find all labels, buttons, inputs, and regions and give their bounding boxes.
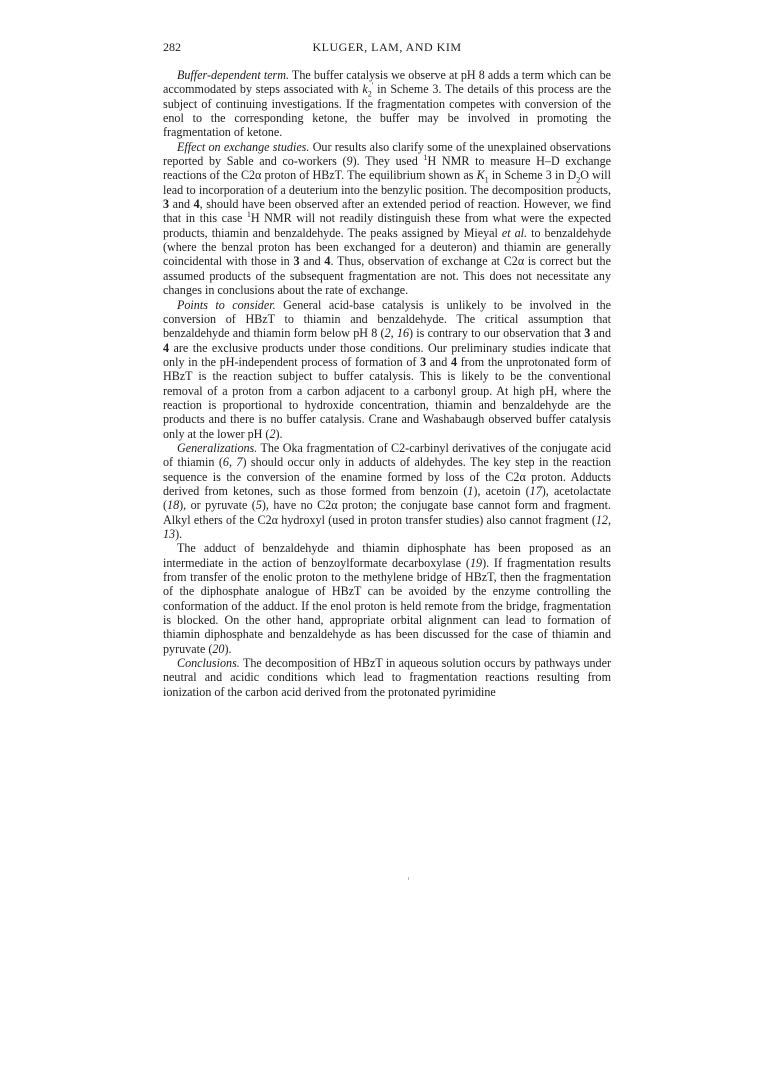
citation: 20	[212, 641, 225, 656]
scan-speck	[408, 877, 409, 880]
citation: 2, 16	[384, 326, 409, 341]
citation: 1	[467, 483, 474, 498]
running-head: KLUGER, LAM, AND KIM	[312, 40, 462, 54]
citation: 19	[469, 555, 483, 570]
paragraph-benzoylformate: The adduct of benzaldehyde and thiamin diphosphate has been proposed as an intermediate in the action of benzoylformate decarboxylase (19). If fragmentation results from transfer of the enolic proton to the methylene bridge of HBzT, then the fragmentation of the diphosphate analogue of HBzT can be avoided by the enzyme controlling the conformation of the adduct. If the enol proton is held remote from the bridge, fragmentation is blocked. On the other hand, appropriate orbital alignment can lead to formation of thiamin diphosphate and benzaldehyde as has been discussed for the case of thiamin and pyruvate (20).	[163, 541, 611, 656]
citation: 5	[255, 498, 262, 513]
citation: 17	[529, 483, 542, 498]
article-body	[163, 68, 611, 699]
citation: 6, 7	[222, 455, 243, 470]
page-number: 282	[163, 40, 181, 54]
citation: 12, 13	[163, 512, 611, 541]
citation: 18	[167, 498, 180, 513]
paragraph-effect-on-exchange: Effect on exchange studies. Our results also clarify some of the unexplained observations reported by Sable and co-workers (9). They used $^1$H NMR to measure H–D exchange reactions of the C2α proton of HBzT. The equilibrium shown as $K_1$ in Scheme 3 in $D_2O$ will lead to incorporation of a deuterium into the benzylic position. The decomposition products, 3 and 4, should have been observed after an extended period of reaction. However, we find that in this case $^1$H NMR will not readily distinguish these from what were the expected products, thiamin and benzaldehyde. The peaks assigned by Mieyal et al. to benzaldehyde (where the benzal proton has been exchanged for a deuteron) and thiamin are generally coincidental with those in 3 and 4. Thus, observation of exchange at C2α is correct but the assumed products of the subsequent fragmentation are not. This does not necessitate any changes in conclusions about the rate of exchange.	[163, 139, 612, 298]
section-heading: Generalizations.	[177, 440, 258, 455]
citation: 9	[346, 154, 353, 169]
section-heading: Effect on exchange studies.	[177, 139, 310, 154]
section-heading: Conclusions.	[177, 656, 240, 671]
section-heading: Buffer-dependent term.	[177, 68, 290, 82]
paragraph-conclusions: Conclusions. The decomposition of HBzT in aqueous solution occurs by pathways under neutral and acidic conditions which lead to fragmentation reactions resulting from ionization of the carbon acid derived from the protonated pyrimidine	[163, 656, 611, 699]
page-header	[163, 40, 611, 58]
section-heading: Points to consider.	[177, 297, 276, 312]
citation: 2	[269, 426, 276, 441]
paragraph-generalizations: Generalizations. The Oka fragmentation of C2-carbinyl derivatives of the conjugate acid of thiamin (6, 7) should occur only in adducts of aldehydes. The key step in the reaction sequence is the conversion of the enamine formed by loss of the C2α proton. Adducts derived from ketones, such as those formed from benzoin (1), acetoin (17), acetolactate (18), or pyruvate (5), have no C2α proton; the conjugate base cannot form and fragment. Alkyl ethers of the C2α hydroxyl (used in proton transfer studies) also cannot fragment (12, 13).	[163, 440, 612, 541]
paragraph-points-to-consider: Points to consider. General acid-base catalysis is unlikely to be involved in the conversion of HBzT to thiamin and benzaldehyde. The critical assumption that benzaldehyde and thiamin form below pH 8 (2, 16) is contrary to our observation that 3 and 4 are the exclusive products under those conditions. Our preliminary studies indicate that only in the pH-independent process of formation of 3 and 4 from the unprotonated form of HBzT is the reaction subject to buffer catalysis. This is likely to be the conventional removal of a proton from a carbon adjacent to a carbonyl group. At high pH, where the reaction is proportional to hydroxide concentration, thiamin and benzaldehyde are the products and there is no buffer catalysis. Crane and Washabaugh observed buffer catalysis only at the lower pH (2).	[163, 297, 612, 441]
paragraph-buffer-dependent-term: Buffer-dependent term. The buffer catalysis we observe at pH 8 adds a term which can be accommodated by steps associated with $k_2'$ in Scheme 3. The details of this process are the subject of continuing investigations. If the fragmentation competes with conversion of the enol to the corresponding ketone, the buffer may be involved in promoting the fragmentation of ketone.	[163, 68, 611, 140]
